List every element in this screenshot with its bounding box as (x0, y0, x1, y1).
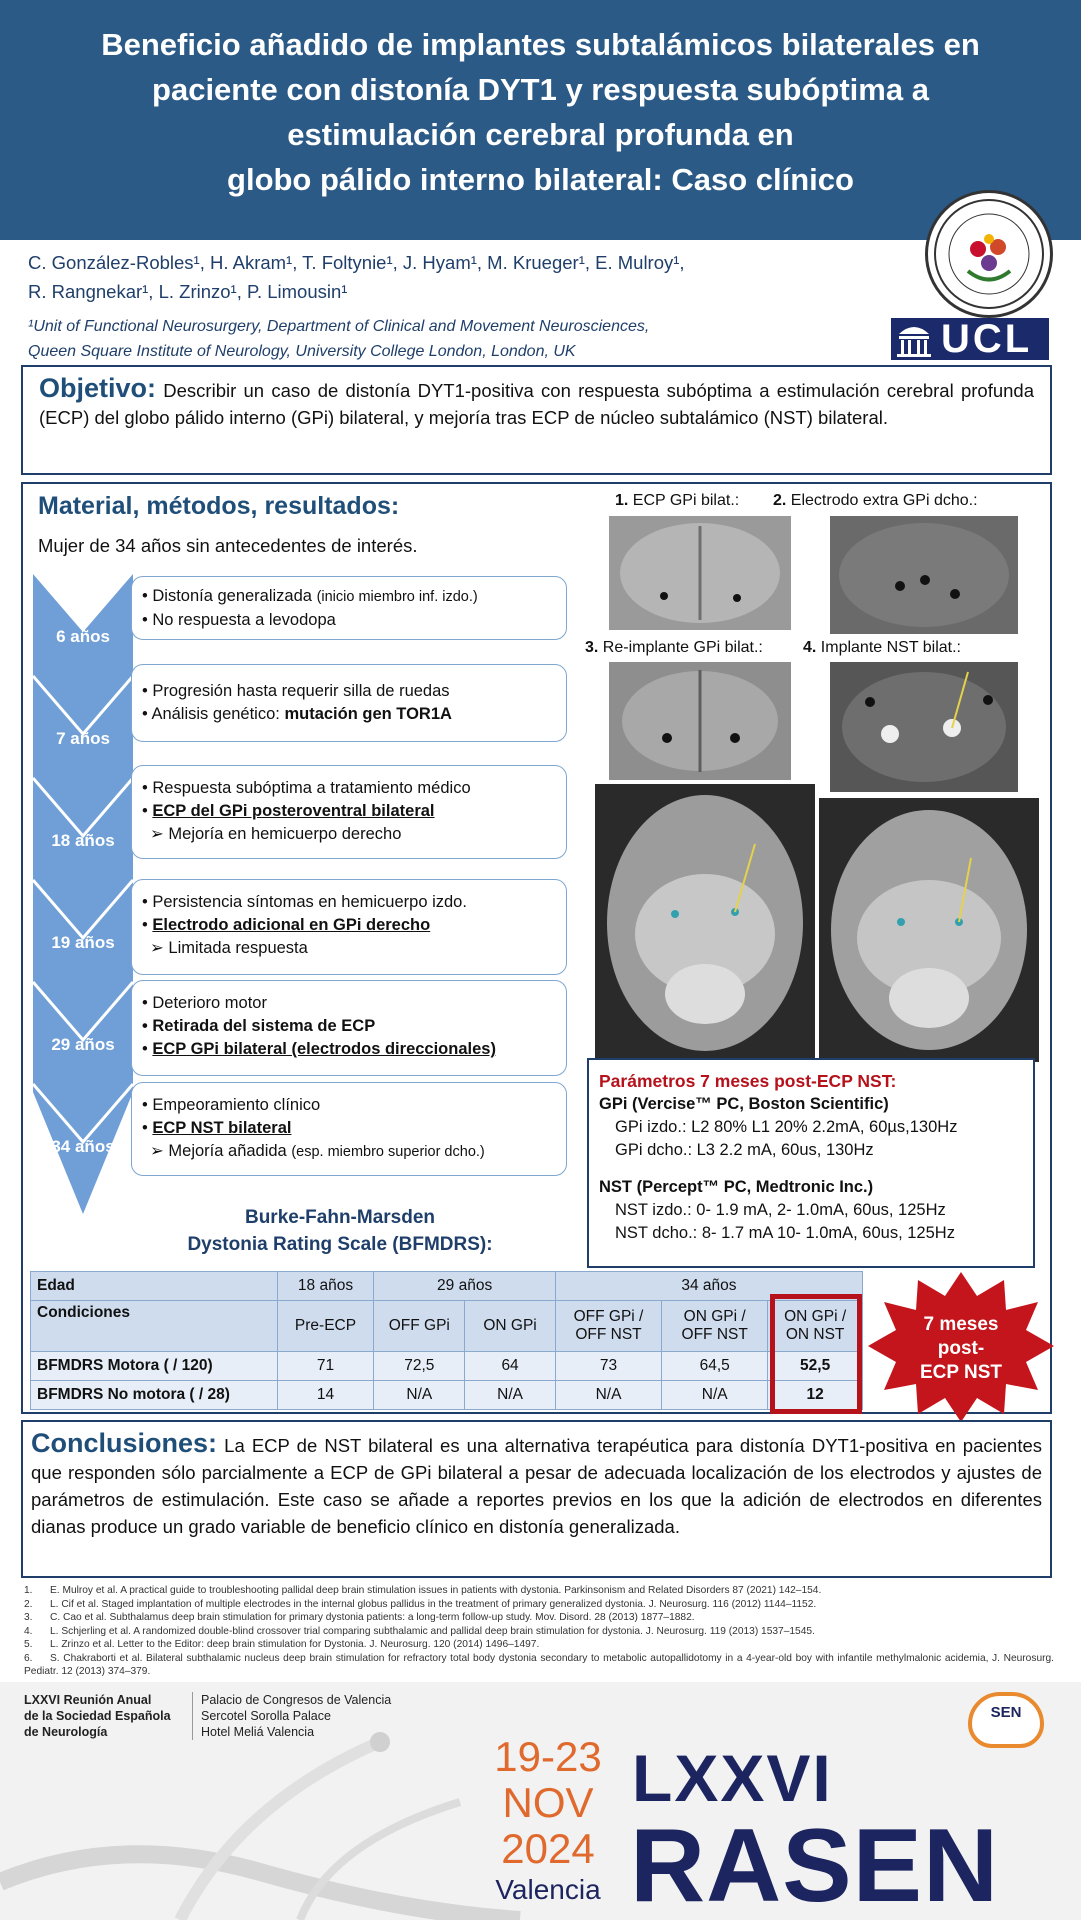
table-row: Condiciones Pre-ECP OFF GPi ON GPi OFF GPi / OFF NST ON GPi / OFF NST ON GPi / ON NST (31, 1301, 863, 1352)
conclusions-box (21, 1420, 1052, 1578)
ucl-logo (891, 318, 1049, 360)
table-row: BFMDRS Motora ( / 120) 71 72,5 64 73 64,5 52,5 (31, 1352, 863, 1381)
gpi-left-params: GPi izdo.: L2 80% L1 20% 2.2mA, 60µs,130Hz (615, 1118, 958, 1136)
badge-line-3: ECP NST (919, 1362, 1003, 1383)
timeline-arrow (33, 574, 135, 1214)
mri-image-nst-implant (830, 662, 1018, 792)
affiliation-line-2: Queen Square Institute of Neurology, University College London, London, UK (28, 343, 576, 360)
references (24, 1584, 1054, 1679)
affiliation-line-1: ¹Unit of Functional Neurosurgery, Department of Clinical and Movement Neurosciences, (28, 318, 650, 335)
reference-item: 1. E. Mulroy et al. A practical guide to troubleshooting pallidal deep brain stimulation issues in patients with dystonia. Parkinsonism and Related Disorders 87 (2021) 142–154. (24, 1585, 822, 1596)
mri-image-extra-electrode (830, 516, 1018, 634)
gpi-device: GPi (Vercise™ PC, Boston Scientific) (599, 1095, 889, 1113)
reference-item: 4. L. Schjerling et al. A randomized double-blind crossover trial comparing subthalamic and pallidal deep brain stimulation for dystonia. J. Neurosurg. 119 (2013) 1537–1545. (24, 1625, 815, 1637)
reference-item: 2. L. Cif et al. Staged implantation of multiple electrodes in the internal globus pallidus in the treatment of primary generalized dystonia. J. Neurosurg. 116 (2012) 1144–1152. (24, 1598, 817, 1610)
affiliation (28, 314, 908, 364)
conclusions-heading: Conclusiones: (31, 1428, 218, 1458)
table-row: BFMDRS No motora ( / 28) 14 N/A N/A N/A N/A 12 (31, 1381, 863, 1410)
timeline-age-6: 34 años (51, 1137, 115, 1156)
title-line-2: paciente con distonía DYT1 y respuesta subóptima a (152, 72, 929, 107)
image-caption-4: 4. Implante NST bilat.: (803, 639, 961, 656)
bfmdrs-table (30, 1271, 863, 1410)
methods-subtitle: Mujer de 34 años sin antecedentes de interés. (38, 535, 418, 556)
nst-right-params: NST dcho.: 8- 1.7 mA 10- 1.0mA, 60us, 125Hz (615, 1224, 955, 1242)
congress-venues: Palacio de Congresos de Valencia Sercotel Sorolla Palace Hotel Meliá Valencia (192, 1692, 391, 1740)
timeline-age-4: 19 años (51, 933, 115, 952)
conclusions-text: La ECP de NST bilateral es una alternativa terapéutica para distonía DYT1-positiva en pacientes que responden sólo parcialmente a ECP de GPi bilateral a pesar de adecuada localización de los electrodos y ajustes de parámetros de estimulación. Este caso se añade a reportes previos en los que la adición de electrodos en diferentes dianas produce un grado variable de beneficio clínico en distonía generalizada. (31, 1435, 1043, 1537)
badge-line-1: 7 meses (923, 1314, 999, 1335)
table-row: Edad 18 años 29 años 34 años (31, 1272, 863, 1301)
lxxvi-wordmark: LXXVI (632, 1741, 833, 1815)
objective-heading: Objetivo: (39, 373, 157, 403)
reference-item: 5. L. Zrinzo et al. Letter to the Editor: deep brain stimulation for Dystonia. J. Neurosurg. 120 (2014) 1496–1497. (24, 1639, 540, 1650)
rasen-wordmark: RASEN (630, 1808, 1000, 1924)
objective-text: Describir un caso de distonía DYT1-positiva con respuesta subóptima a estimulación cerebral profunda (ECP) del globo pálido interno (GPi) bilateral, y mejoría tras ECP de núcleo subtalámico (NST) bilateral. (39, 380, 1034, 428)
mri-axial-image-right (819, 798, 1039, 1062)
timeline-age-2: 7 años (56, 729, 110, 748)
parameters-title: Parámetros 7 meses post-ECP NST: (599, 1071, 897, 1091)
congress-dates: 19-23 NOV 2024 (494, 1733, 602, 1872)
title-line-4: globo pálido interno bilateral: Caso clínico (227, 162, 854, 197)
image-caption-3: 3. Re-implante GPi bilat.: (585, 639, 763, 656)
ucl-portico-icon (891, 318, 937, 360)
timeline-age-1: 6 años (56, 627, 110, 646)
reference-item: 6. S. Chakraborti et al. Bilateral subthalamic nucleus deep brain stimulation for refractory total body dystonia secondary to metabolic autopallidotomy in a 4-year-old boy with infantile methylmalonic acidemia, J. Neurosurg. Pediatr. 12 (2013) 374–379. (24, 1652, 1054, 1677)
stimulation-parameters-box (587, 1058, 1035, 1268)
badge-line-2: post- (937, 1338, 985, 1359)
gpi-right-params: GPi dcho.: L3 2.2 mA, 60us, 130Hz (615, 1141, 874, 1159)
timeline-event-1: • Distonía generalizada (inicio miembro inf. izdo.) • No respuesta a levodopa (131, 576, 567, 640)
image-caption-1: 1. ECP GPi bilat.: (615, 492, 740, 509)
congress-city: Valencia (495, 1874, 601, 1905)
ucl-logo-text: UCL (941, 317, 1033, 361)
nst-device: NST (Percept™ PC, Medtronic Inc.) (599, 1178, 874, 1196)
highlight-column-outline (770, 1294, 862, 1414)
timeline-event-4: • Persistencia síntomas en hemicuerpo izdo. • Electrodo adicional en GPi derecho ➢ Limitada respuesta (131, 879, 567, 975)
timeline-event-3: • Respuesta subóptima a tratamiento médico • ECP del GPi posteroventral bilateral ➢ Mejoría en hemicuerpo derecho (131, 765, 567, 859)
title-line-1: Beneficio añadido de implantes subtalámicos bilaterales en (101, 27, 980, 62)
timeline-event-2: • Progresión hasta requerir silla de ruedas • Análisis genético: mutación gen TOR1A (131, 664, 567, 742)
mri-axial-image-left (595, 784, 815, 1062)
timeline-age-5: 29 años (51, 1035, 115, 1054)
nst-left-params: NST izdo.: 0- 1.9 mA, 2- 1.0mA, 60us, 125Hz (615, 1201, 946, 1219)
title-line-3: estimulación cerebral profunda en (287, 117, 794, 152)
timeline-event-5: • Deterioro motor • Retirada del sistema de ECP • ECP GPi bilateral (electrodos direccionales) (131, 980, 567, 1076)
timeline-event-6: • Empeoramiento clínico • ECP NST bilateral ➢ Mejoría añadida (esp. miembro superior dcho.) (131, 1082, 567, 1176)
bfmdrs-title: Burke-Fahn-Marsden Dystonia Rating Scale (BFMDRS): (187, 1207, 493, 1255)
reference-item: 3. C. Cao et al. Subthalamus deep brain stimulation for primary dystonia patients: a long-term follow-up study. Mov. Disord. 28 (2013) 1877–1882. (24, 1612, 695, 1623)
timeline-age-3: 18 años (51, 831, 115, 850)
objective-box (21, 365, 1052, 475)
congress-name: LXXVI Reunión Anual de la Sociedad Española de Neurología (24, 1693, 171, 1739)
hospital-seal-logo (925, 190, 1053, 318)
authors-line-1: C. González-Robles¹, H. Akram¹, T. Foltynie¹, J. Hyam¹, M. Krueger¹, E. Mulroy¹, (28, 252, 685, 273)
authors (28, 248, 908, 306)
mri-image-reimplant-gpi (609, 662, 791, 780)
poster-title (20, 22, 1061, 202)
image-caption-2: 2. Electrodo extra GPi dcho.: (773, 492, 978, 509)
mri-image-gpi-bilateral (609, 516, 791, 630)
starburst-badge (866, 1270, 1056, 1424)
authors-line-2: R. Rangnekar¹, L. Zrinzo¹, P. Limousin¹ (28, 281, 348, 302)
methods-heading: Material, métodos, resultados: (38, 492, 400, 520)
sen-logo: SEN (968, 1692, 1044, 1748)
